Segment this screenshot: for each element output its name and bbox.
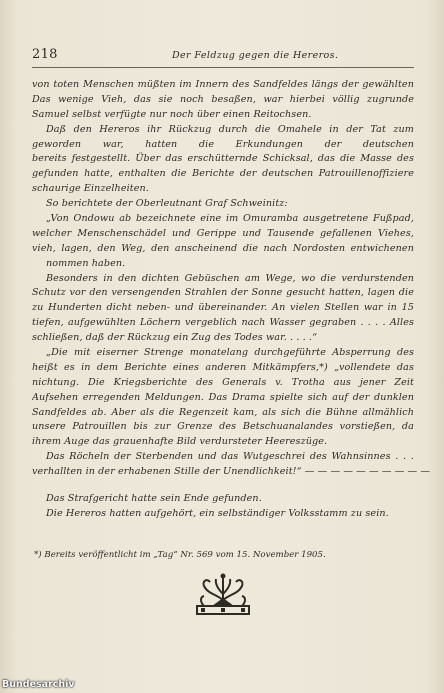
text-line: So berichtete der Oberleutnant Graf Schweinitz: bbox=[46, 198, 288, 210]
footnote: *) Bereits veröffentlicht im „Tag“ Nr. 569 vom 15. November 1905. bbox=[34, 550, 326, 560]
text-line: heißt es in dem Berichte eines anderen Mitkämpfers,*) „vollendete das bbox=[32, 361, 414, 373]
text-line: welcher Menschenschädel und Gerippe und Tausende gefallenen Viehes, bbox=[32, 227, 414, 239]
text-line: Besonders in den dichten Gebüschen am Wege, wo die verdurstenden bbox=[46, 272, 414, 284]
text-line: nommen haben. bbox=[46, 257, 126, 269]
text-line: bereits festgestellt. Über das erschütternde Schicksal, das die Masse des bbox=[32, 153, 414, 165]
text-line: geworden war, hatten die Erkundungen der deutschen bbox=[32, 138, 414, 150]
text-line: tiefen, aufgewühlten Löchern vergeblich nach Wasser gegraben . . . . Alles bbox=[32, 317, 414, 329]
text-line: Schutz vor den versengenden Strahlen der Sonne gesucht hatten, lagen die bbox=[32, 287, 414, 299]
text-line: ihrem Auge das grauenhafte Bild verdursteter Heereszüge. bbox=[32, 436, 328, 448]
text-line: zu Hunderten dicht neben- und übereinander. An vielen Stellen war in 15 bbox=[32, 302, 414, 314]
text-line: gefunden hatte, enthalten die Berichte der deutschen Patrouillenoffiziere bbox=[32, 168, 414, 180]
archive-watermark: Bundesarchiv bbox=[2, 679, 75, 690]
text-line: „Von Ondowu ab bezeichnete eine im Omuramba ausgetretene Fußpad, bbox=[46, 213, 414, 225]
text-line: schaurige Einzelheiten. bbox=[32, 183, 149, 195]
page-number: 218 bbox=[32, 47, 58, 62]
text-line: „Die mit eiserner Strenge monatelang durchgeführte Absperrung des bbox=[46, 347, 414, 359]
body-text bbox=[32, 78, 431, 522]
text-line: nichtung. Die Kriegsberichte des Generals v. Trotha aus jener Zeit bbox=[32, 376, 414, 388]
text-line: Das Röcheln der Sterbenden und das Wutgeschrei des Wahnsinnes . . . bbox=[46, 451, 414, 463]
text-line: Das wenige Vieh, das sie noch besaßen, war hierbei völlig zugrunde bbox=[32, 93, 414, 105]
text-line: von toten Menschen müßten im Innern des Sandfeldes längs der gewählten bbox=[32, 79, 414, 90]
text-line: unsere Patrouillen bis zur Grenze des Betschuanalandes vorstießen, da bbox=[32, 421, 414, 433]
text-line: schließen, daß der Rückzug ein Zug des Todes war. . . . .“ bbox=[32, 332, 318, 344]
text-line: verhallten in der erhabenen Stille der Unendlichkeit!“ — — — — — — — — — — bbox=[32, 466, 431, 478]
text-line: Sandfeldes ab. Aber als die Regenzeit kam, als sich die Bühne allmählich bbox=[32, 406, 414, 418]
running-head: Der Feldzug gegen die Hereros. bbox=[172, 50, 339, 61]
text-line: Das Strafgericht hatte sein Ende gefunden. bbox=[46, 493, 262, 505]
text-line: Samuel selbst verfügte nur noch über einen Reitochsen. bbox=[32, 108, 312, 120]
text-line: vieh, lagen, den Weg, den anscheinend die nach Nordosten entwichenen bbox=[32, 242, 414, 254]
text-line: Die Hereros hatten aufgehört, ein selbständiger Volksstamm zu sein. bbox=[46, 507, 389, 519]
floral-ornament-icon bbox=[194, 572, 252, 618]
paragraph-gap bbox=[32, 480, 414, 492]
text-line: Daß den Hereros ihr Rückzug durch die Omahele in der Tat zum bbox=[46, 123, 414, 135]
text-line: Aufsehen erregenden Meldungen. Das Drama spielte sich auf der dunklen bbox=[32, 391, 414, 403]
page-header bbox=[32, 47, 414, 68]
